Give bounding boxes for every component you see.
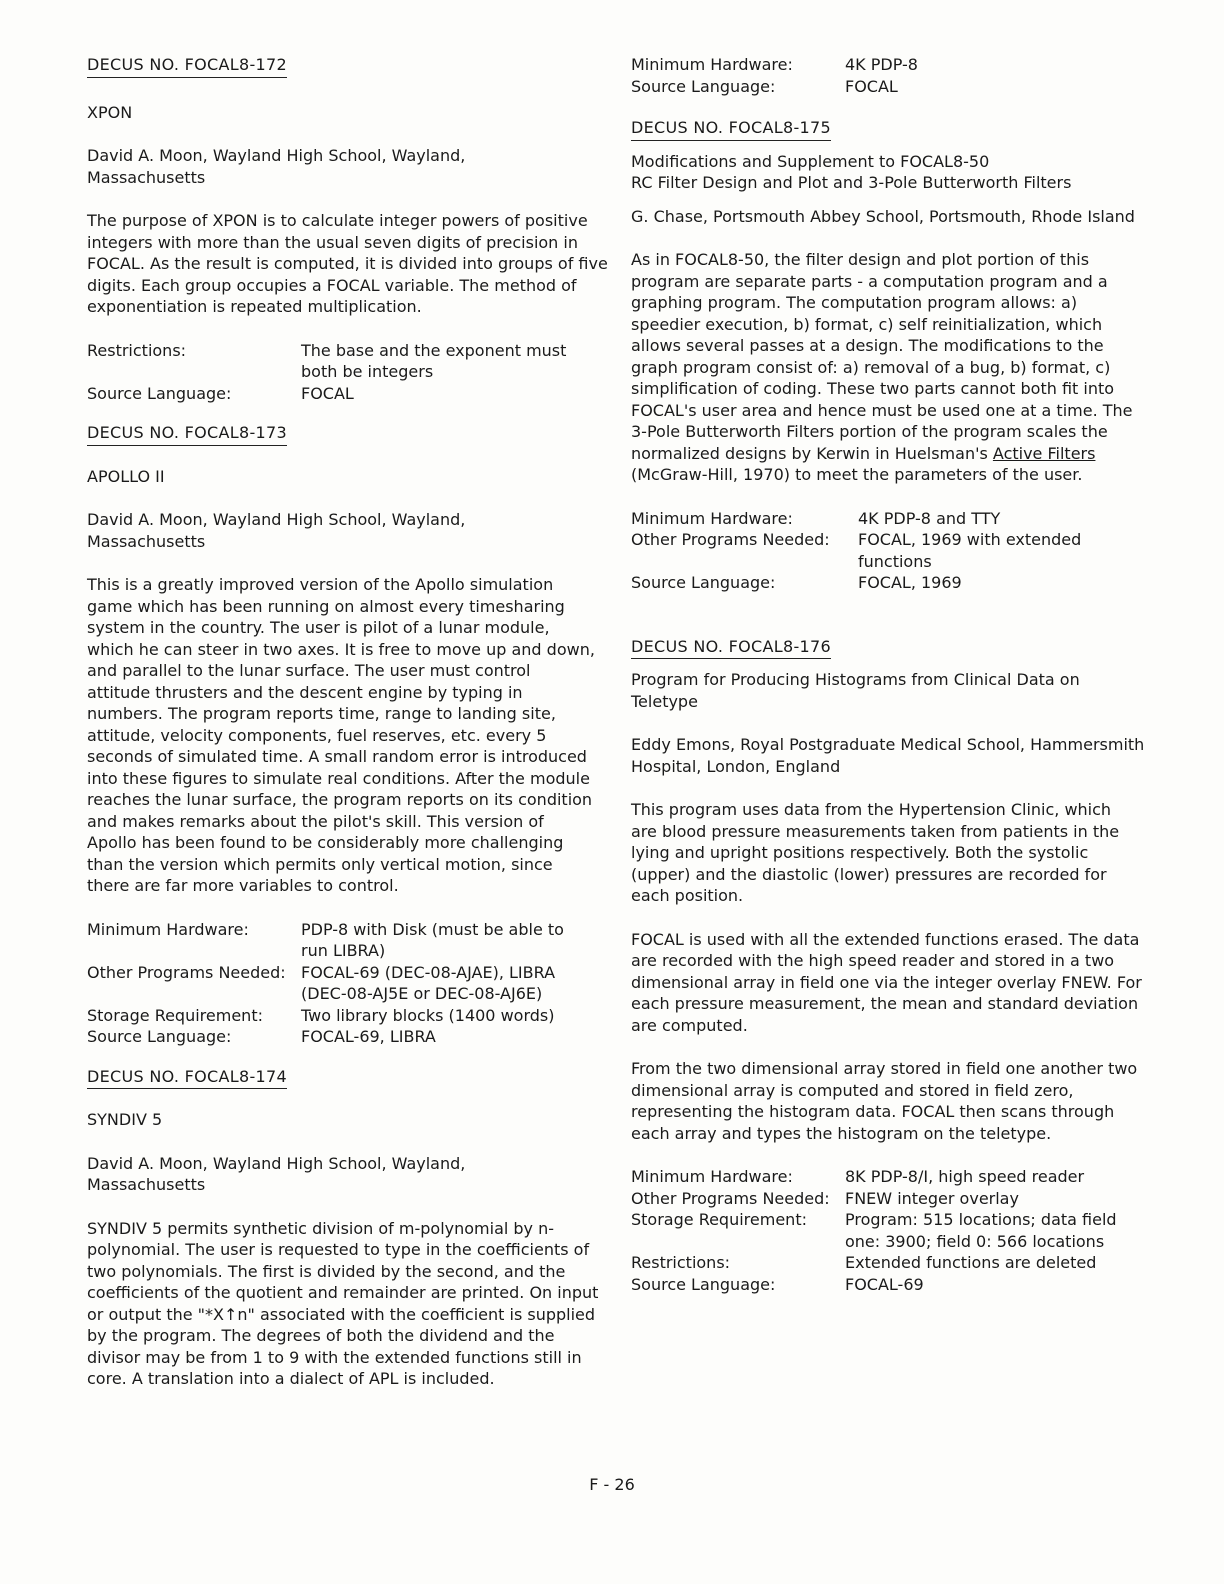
description-part-a: As in FOCAL8-50, the filter design and plot portion of this program are separate parts - a computation program and a graphing program. The computation program allows: a) speedier execution, b) format, c) self reinitialization, which allows several passes at a design. The modifications to the graph program consist of: a) removal of a bug, b) format, c) simplification of coding. These two parts cannot both fit into FOCAL's user area and hence must be used one at a time. The 3-Pole Butterworth Filters portion of the program scales the normalized designs by Kerwin in Huelsman's xyxy=(631,250,1133,463)
entry-heading-173: DECUS NO. FOCAL8-173 xyxy=(87,422,287,446)
entry-description-173: This is a greatly improved version of the Apollo simulation game which has been running on almost every timesharing system in the country. The user is pilot of a lunar module, which he can steer in two axes. It is free to move up and down, and parallel to the lunar surface. The user must control attitude thrusters and the descent engine by typing in numbers. The program reports time, range to landing site, attitude, velocity components, fuel reserves, etc. every 5 seconds of simulated time. A small random error is introduced into these figures to simulate real conditions. After the module reaches the lunar surface, the program reports on its condition and makes remarks about the pilot's skill. This version of Apollo has been found to be considerably more challenging than the version which permits only vertical motion, since there are far more variables to control. xyxy=(87,575,595,895)
entry-title-173: APOLLO II xyxy=(87,466,165,486)
entry-heading-176: DECUS NO. FOCAL8-176 xyxy=(631,636,831,660)
spec-label: Source Language: xyxy=(631,76,776,96)
spec-row xyxy=(631,1209,1150,1252)
right-column xyxy=(631,54,1161,1295)
spec-label: Minimum Hardware: xyxy=(631,508,793,528)
spec-value: Extended functions are deleted xyxy=(845,1253,1097,1272)
spec-label: Source Language: xyxy=(631,573,776,592)
spec-value: FOCAL, 1969 with extended functions xyxy=(858,530,1082,571)
entry-title-174: SYNDIV 5 xyxy=(87,1110,163,1129)
entry-author-174: David A. Moon, Wayland High School, Wayland, Massachusetts xyxy=(87,1153,466,1194)
entry-description-176-p3: From the two dimensional array stored in field one another two dimensional array is computed and stored in field zero, representing the histogram data. FOCAL then scans through each array and types the histogram on the teletype. xyxy=(631,1059,1138,1143)
spec-row xyxy=(87,1026,581,1048)
spec-value: FOCAL xyxy=(845,76,898,96)
spec-row xyxy=(631,1252,1150,1274)
spec-value: FOCAL-69 (DEC-08-AJAE), LIBRA (DEC-08-AJ5E or DEC-08-AJ6E) xyxy=(301,962,556,1003)
entry-author-176: Eddy Emons, Royal Postgraduate Medical School, Hammersmith Hospital, London, England xyxy=(631,735,1145,776)
spec-label: Source Language: xyxy=(631,1274,776,1294)
spec-row xyxy=(631,572,1108,594)
left-column xyxy=(87,54,612,1390)
entry-description-176-p1: This program uses data from the Hypertension Clinic, which are blood pressure measurements taken from patients in the lying and upright positions respectively. Both the systolic (upper) and the diastolic (lower) pressures are recorded for each position. xyxy=(631,800,1120,905)
spec-row xyxy=(631,529,1108,572)
specs-table-172 xyxy=(87,340,571,405)
book-title: Active Filters xyxy=(992,443,1096,463)
spec-label: Storage Requirement: xyxy=(631,1210,807,1229)
spec-value: 4K PDP-8 xyxy=(845,55,918,74)
specs-table-173 xyxy=(87,919,581,1048)
spec-label: Other Programs Needed: xyxy=(631,530,830,549)
spec-label: Minimum Hardware: xyxy=(631,1167,793,1186)
spec-label: Minimum Hardware: xyxy=(87,919,249,939)
spec-row xyxy=(631,54,918,76)
spec-value: Two library blocks (1400 words) xyxy=(301,1005,555,1025)
spec-row xyxy=(631,1166,1150,1188)
spec-label: Source Language: xyxy=(87,1027,232,1046)
specs-table-176 xyxy=(631,1166,1150,1295)
entry-title-176: Program for Producing Histograms from Clinical Data on Teletype xyxy=(631,670,1080,711)
entry-title-175-line1: Modifications and Supplement to FOCAL8-50 xyxy=(631,151,990,171)
spec-value: FOCAL, 1969 xyxy=(858,573,962,592)
spec-value: FOCAL xyxy=(301,383,354,403)
spec-row xyxy=(87,383,571,405)
entry-heading-175: DECUS NO. FOCAL8-175 xyxy=(631,117,831,141)
spec-label: Source Language: xyxy=(87,383,232,403)
entry-title-172: XPON xyxy=(87,102,133,122)
spec-value: FOCAL-69, LIBRA xyxy=(301,1027,436,1046)
entry-author-173: David A. Moon, Wayland High School, Wayland, Massachusetts xyxy=(87,510,466,551)
spec-label: Storage Requirement: xyxy=(87,1005,263,1025)
entry-author-172: David A. Moon, Wayland High School, Wayland, Massachusetts xyxy=(87,146,466,187)
spec-label: Restrictions: xyxy=(87,340,187,360)
page-number: F - 26 xyxy=(589,1475,635,1494)
spec-row xyxy=(631,76,918,98)
spec-value: FNEW integer overlay xyxy=(845,1188,1019,1208)
entry-description-172: The purpose of XPON is to calculate integer powers of positive integers with more than the usual seven digits of precision in FOCAL. As the result is computed, it is divided into groups of five digits. Each group occupies a FOCAL variable. The method of exponentiation is repeated multiplication. xyxy=(87,211,608,316)
entry-description-175 xyxy=(631,249,1151,486)
entry-description-176-p2: FOCAL is used with all the extended functions erased. The data are recorded with the high speed reader and stored in a two dimensional array in field one via the integer overlay FNEW. For each pressure measurement, the mean and standard deviation are computed. xyxy=(631,929,1142,1035)
spec-row xyxy=(87,962,581,1005)
spec-row xyxy=(631,1188,1150,1210)
spec-value: The base and the exponent must both be integers xyxy=(301,340,567,381)
description-part-b: (McGraw-Hill, 1970) to meet the parameters of the user. xyxy=(631,465,1083,484)
entry-heading-172: DECUS NO. FOCAL8-172 xyxy=(87,54,287,78)
entry-title-175-line2: RC Filter Design and Plot and 3-Pole Butterworth Filters xyxy=(631,173,1072,192)
spec-label: Other Programs Needed: xyxy=(87,962,286,982)
entry-author-175: G. Chase, Portsmouth Abbey School, Portsmouth, Rhode Island xyxy=(631,206,1135,226)
spec-value: FOCAL-69 xyxy=(845,1274,924,1294)
specs-table-174 xyxy=(631,54,918,97)
spec-label: Restrictions: xyxy=(631,1253,731,1272)
spec-value: 4K PDP-8 and TTY xyxy=(858,508,1001,528)
specs-table-175 xyxy=(631,508,1108,594)
entry-description-174: SYNDIV 5 permits synthetic division of m-polynomial by n-polynomial. The user is requested to type in the coefficients of two polynomials. The first is divided by the second, and the coefficients of the quotient and remainder are printed. On input or output the "*X↑n" associated with the coefficient is supplied by the program. The degrees of both the dividend and the divisor may be from 1 to 9 with the extended functions still in core. A translation into a dialect of APL is included. xyxy=(87,1218,599,1388)
spec-label: Minimum Hardware: xyxy=(631,55,793,74)
spec-value: Program: 515 locations; data field one: 3900; field 0: 566 locations xyxy=(845,1210,1117,1251)
spec-value: PDP-8 with Disk (must be able to run LIBRA) xyxy=(301,919,564,960)
spec-label: Other Programs Needed: xyxy=(631,1188,830,1208)
spec-row xyxy=(631,508,1108,530)
spec-row xyxy=(87,919,581,962)
spec-row xyxy=(87,340,571,383)
spec-row xyxy=(631,1274,1150,1296)
spec-value: 8K PDP-8/I, high speed reader xyxy=(845,1167,1085,1186)
entry-heading-174: DECUS NO. FOCAL8-174 xyxy=(87,1066,287,1090)
spec-row xyxy=(87,1005,581,1027)
